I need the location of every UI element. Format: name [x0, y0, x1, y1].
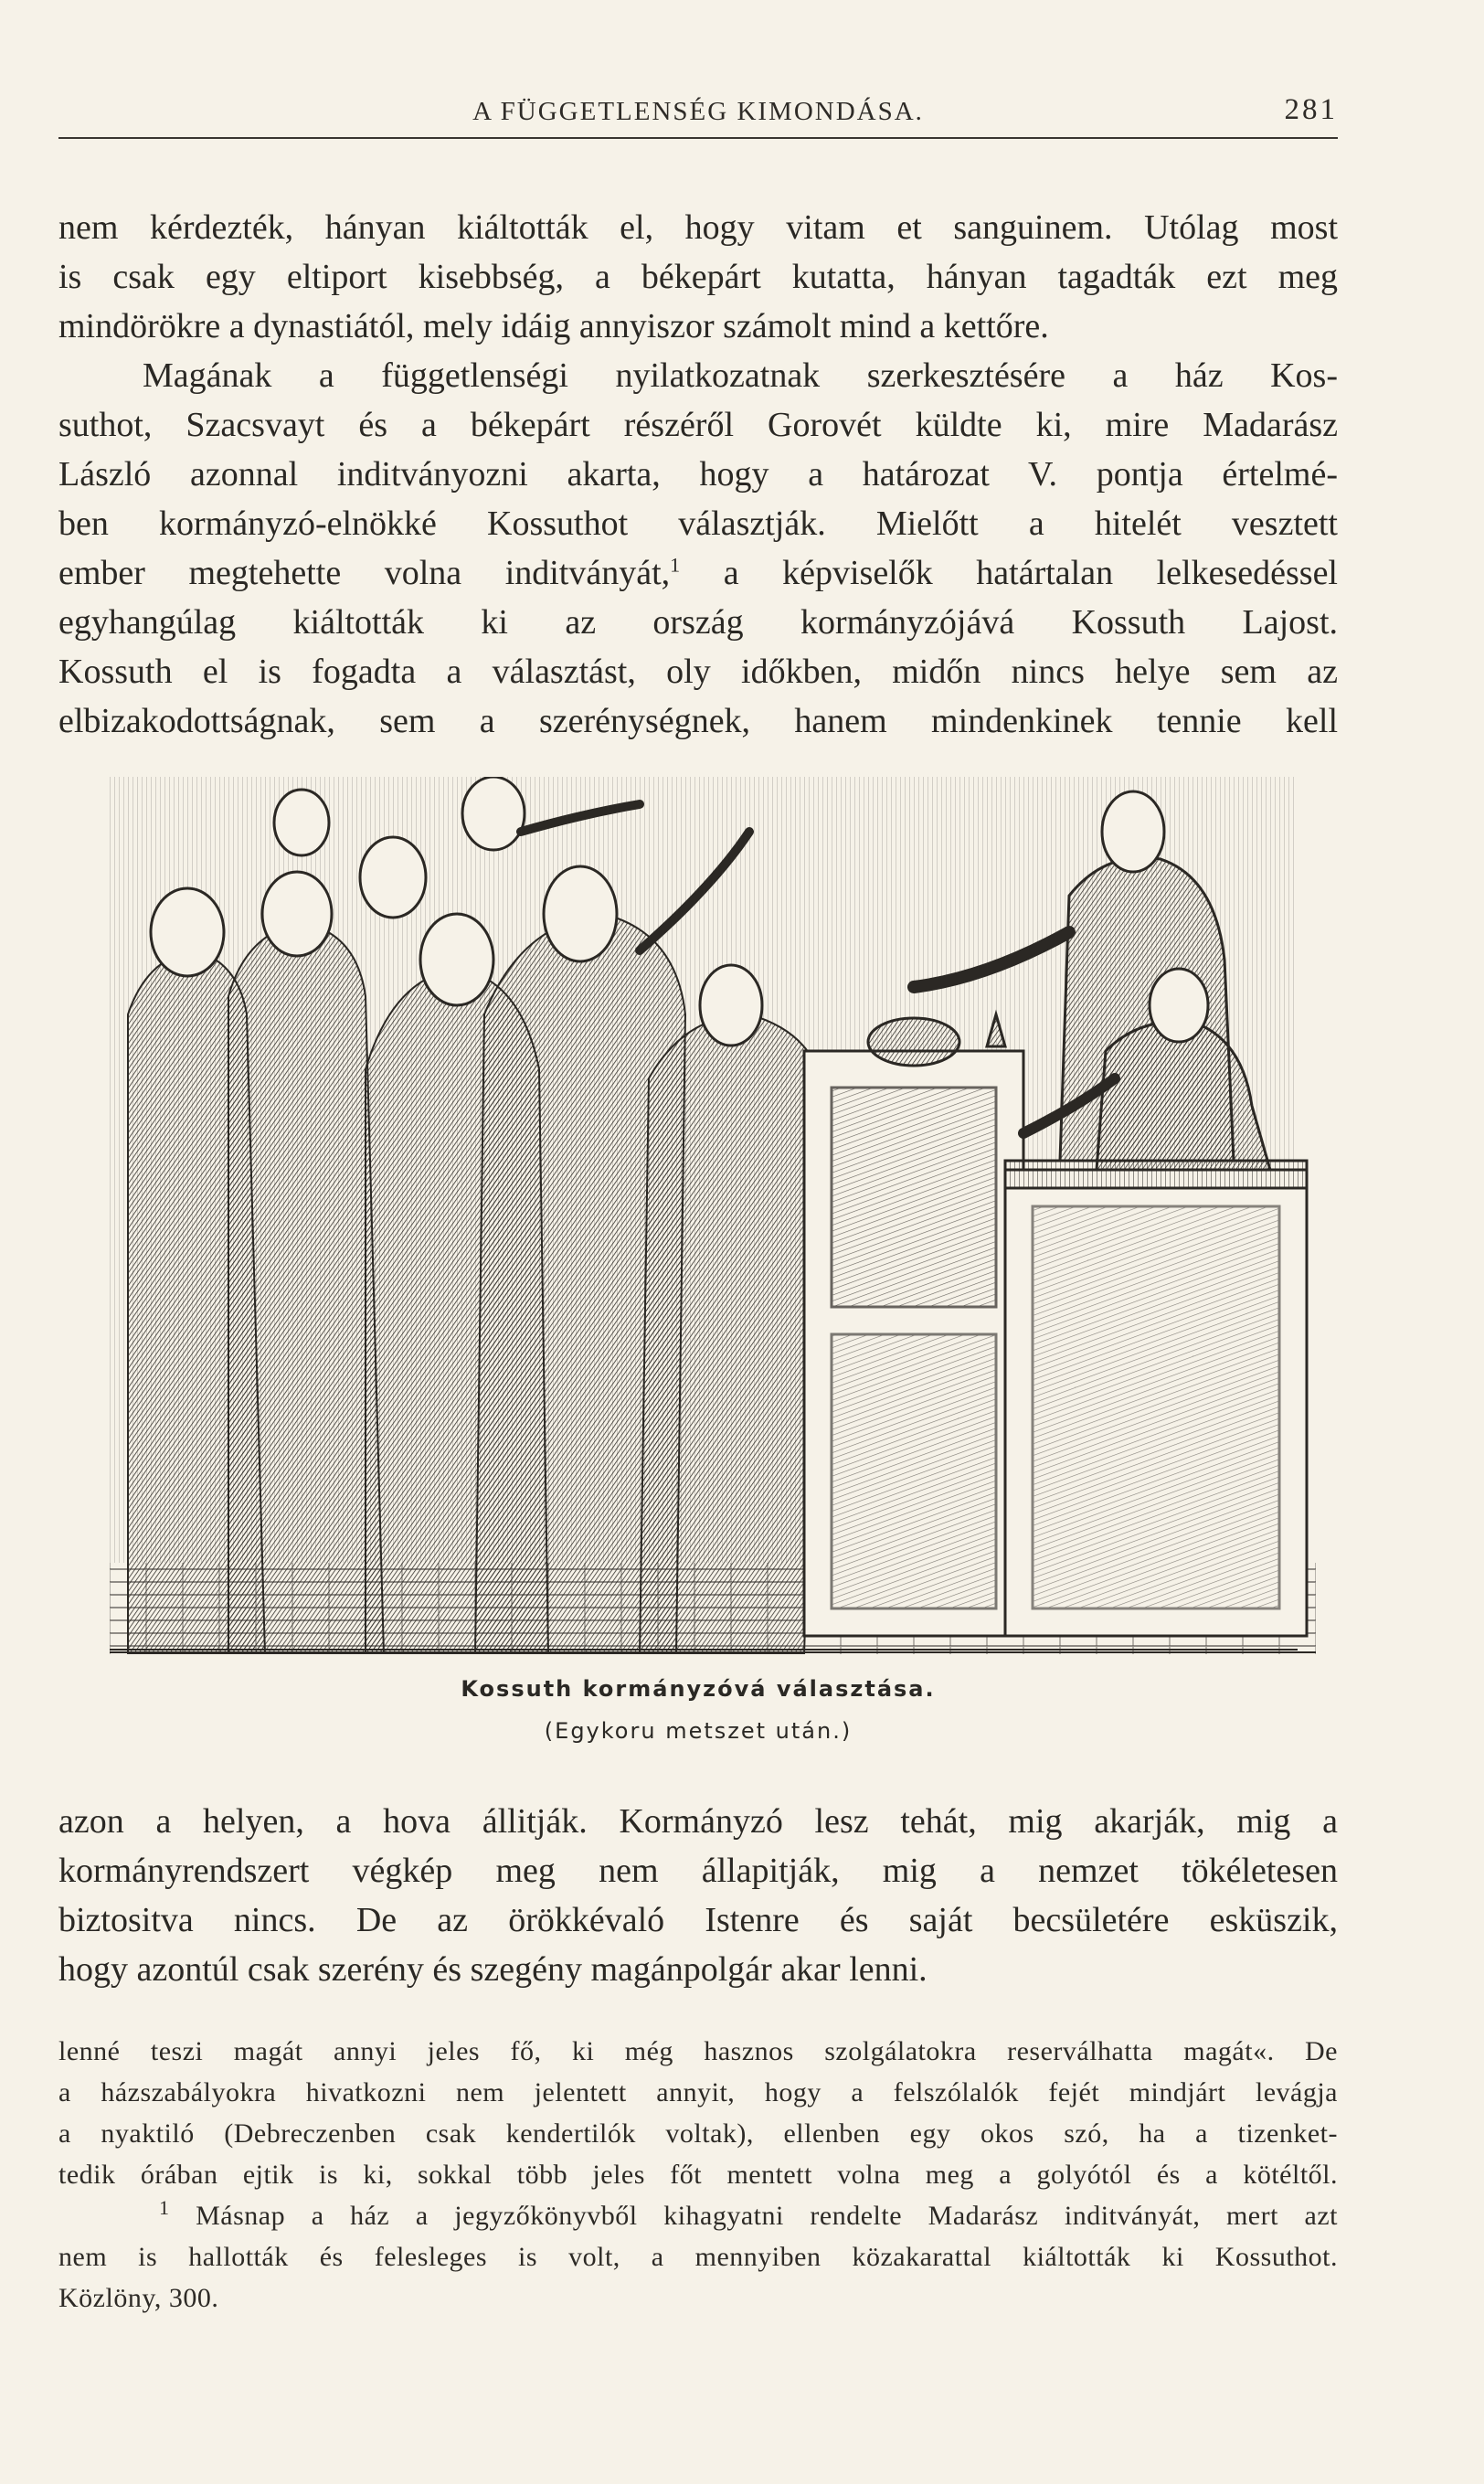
text-line: suthot, Szacsvayt és a békepárt részéről Gorovét küldte ki, mire Madarász [58, 406, 1338, 444]
engraving-illustration [91, 777, 1334, 1654]
footnotes [58, 2031, 1338, 2319]
text-fragment: ember megtehette volna inditványát, [58, 554, 671, 592]
text-line: ben kormányzó-elnökké Kossuthot választják. Mielőtt a hitelét vesztett [58, 504, 1338, 543]
text-line: Kossuth el is fogadta a választást, oly időkben, midőn nincs helye sem az [58, 653, 1338, 691]
page-number: 281 [1284, 93, 1338, 126]
footnote-continued [58, 2031, 1338, 2195]
engraving-image [91, 777, 1334, 1654]
footnote-line: Közlöny, 300. [58, 2283, 219, 2313]
footnote-line: a házszabályokra hivatkozni nem jelentett annyit, hogy a felszólalók fejét mindjárt levágja [58, 2077, 1338, 2107]
footnote-mark[interactable]: 1 [670, 553, 681, 577]
footnote-line: a nyaktiló (Debreczenben csak kendertilók voltak), ellenben egy okos szó, ha a tizenket- [58, 2118, 1338, 2149]
text-line: egyhangúlag kiáltották ki az ország kormányzójává Kossuth Lajost. [58, 603, 1338, 642]
text-line: elbizakodottságnak, sem a szerénységnek, hanem mindenkinek tennie kell [58, 702, 1338, 740]
text-line: nem kérdezték, hányan kiáltották el, hogy vitam et sanguinem. Utólag most [58, 208, 1338, 247]
footnote-1 [58, 2195, 1338, 2319]
footnote-line: nem is hallották és felesleges is volt, a mennyiben közakarattal kiáltották ki Kossuthot. [58, 2242, 1338, 2272]
text-line-with-footnote [58, 548, 1338, 598]
text-line: is csak egy eltiport kisebbség, a békepárt kutatta, hányan tagadták ezt meg [58, 258, 1338, 296]
figure-caption-subtitle: (Egykoru metszet után.) [544, 1718, 853, 1744]
figure-caption-title: Kossuth kormányzóvá választása. [461, 1676, 936, 1702]
text-line: kormányrendszert végkép meg nem állapitják, mig a nemzet tökéletesen [58, 1852, 1338, 1890]
footnote-text: Másnap a ház a jegyzőkönyvből kihagyatni rendelte Madarász inditványát, mert azt [196, 2201, 1338, 2231]
text-fragment: a képviselők határtalan lelkesedéssel [680, 554, 1338, 592]
body-text-bottom [58, 1797, 1338, 1994]
footnote-line: tedik órában ejtik is ki, sokkal több jeles főt mentett volna meg a golyótól és a kötéltől. [58, 2160, 1338, 2190]
text-line: biztositva nincs. De az örökkévaló Istenre és saját becsületére esküszik, [58, 1901, 1338, 1939]
text-line: László azonnal inditványozni akarta, hogy a határozat V. pontja értelmé- [58, 455, 1338, 494]
paragraph-3 [58, 1797, 1338, 1994]
text-line: azon a helyen, a hova állitják. Kormányzó lesz tehát, mig akarják, mig a [58, 1802, 1338, 1841]
text-line: mindörökre a dynastiától, mely idáig annyiszor számolt mind a kettőre. [58, 307, 1049, 345]
body-text-top [58, 203, 1338, 746]
footnote-line: lenné teszi magát annyi jeles fő, ki még hasznos szolgálatokra reserválhatta magát«. De [58, 2036, 1338, 2066]
running-header [58, 91, 1338, 139]
paragraph-2 [58, 351, 1338, 746]
footnote-line [58, 2195, 1338, 2236]
header-title: A FÜGGETLENSÉG KIMONDÁSA. [472, 97, 924, 126]
footnote-mark: 1 [159, 2196, 170, 2219]
text-line: Magának a függetlenségi nyilatkozatnak szerkesztésére a ház Kos- [143, 356, 1338, 395]
text-line: hogy azontúl csak szerény és szegény magánpolgár akar lenni. [58, 1950, 928, 1989]
paragraph-1 [58, 203, 1338, 351]
